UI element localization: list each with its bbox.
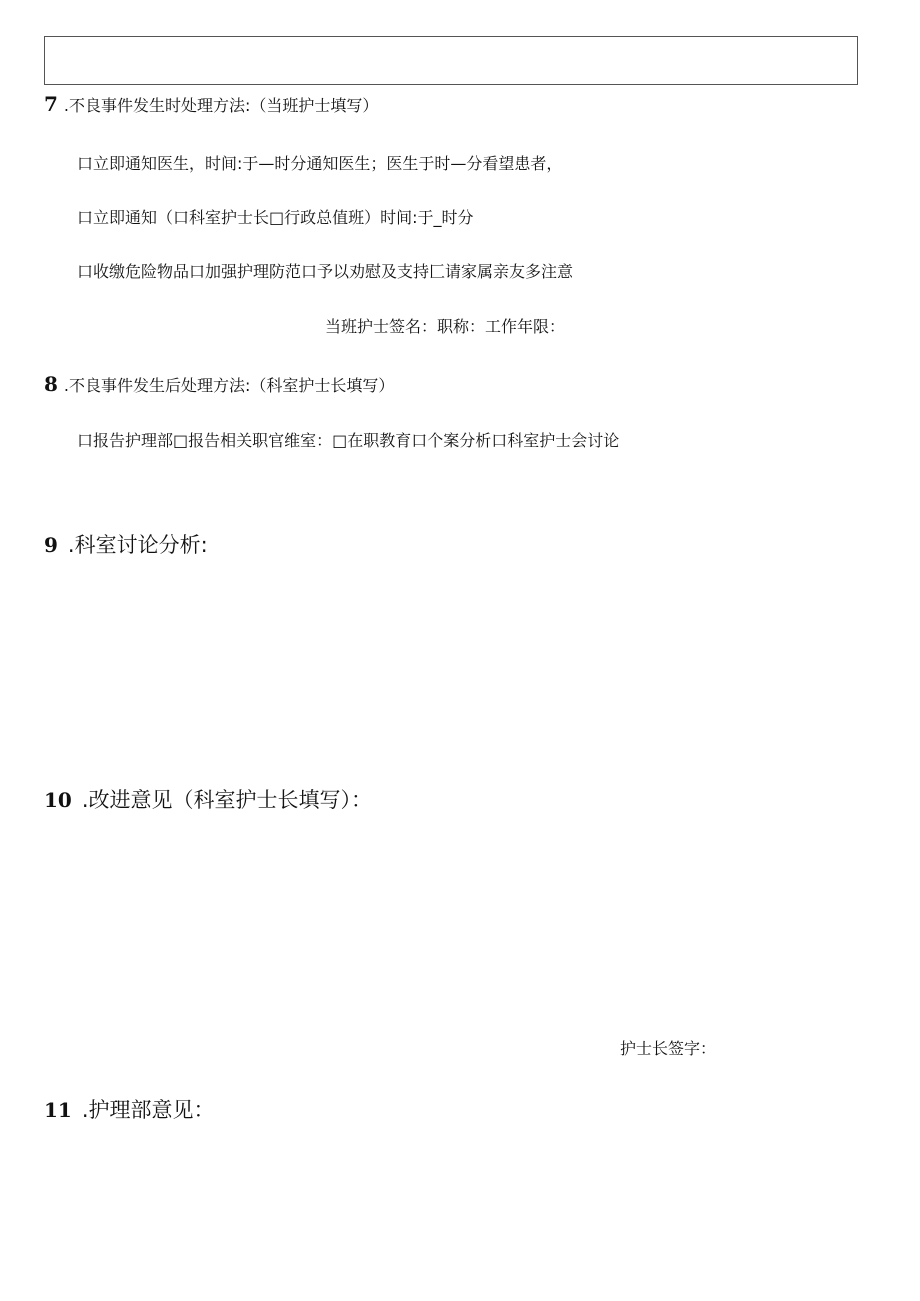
section-10-heading	[44, 790, 372, 811]
section-10-signature: 护士长签字：	[620, 1039, 717, 1058]
section-8-number: 8	[44, 372, 58, 396]
section-11-number: 11	[44, 1098, 72, 1122]
section-7-line-1: 口立即通知医生，时间:于—时分通知医生；医生于时—分看望患者，	[77, 154, 563, 173]
section-7-number: 7	[44, 92, 58, 116]
section-8-title: .不良事件发生后处理方法:（科室护士长填写）	[63, 376, 395, 395]
section-9-number: 9	[44, 533, 58, 557]
section-10-number: 10	[44, 788, 72, 812]
section-11-title: .护理部意见：	[81, 1098, 215, 1122]
section-7-heading	[44, 94, 378, 114]
section-7-line-3: 口收缴危险物品口加强护理防范口予以劝慰及支持匚请家属亲友多注意	[77, 262, 574, 281]
top-empty-box	[44, 36, 858, 85]
section-11-heading	[44, 1100, 215, 1121]
section-7-title: .不良事件发生时处理方法:（当班护士填写）	[63, 96, 379, 115]
section-9-title: .科室讨论分析:	[67, 533, 208, 557]
section-8-line-1: 口报告护理部□报告相关职官维室：□在职教育口个案分析口科室护士会讨论	[77, 431, 620, 450]
section-7-line-2: 口立即通知（口科室护士长□行政总值班）时间:于_时分	[77, 208, 474, 227]
section-8-heading	[44, 374, 394, 394]
section-10-title: .改进意见（科室护士长填写）：	[81, 788, 373, 812]
section-7-signature: 当班护士签名：职称：工作年限：	[325, 317, 566, 336]
section-9-heading	[44, 535, 208, 556]
